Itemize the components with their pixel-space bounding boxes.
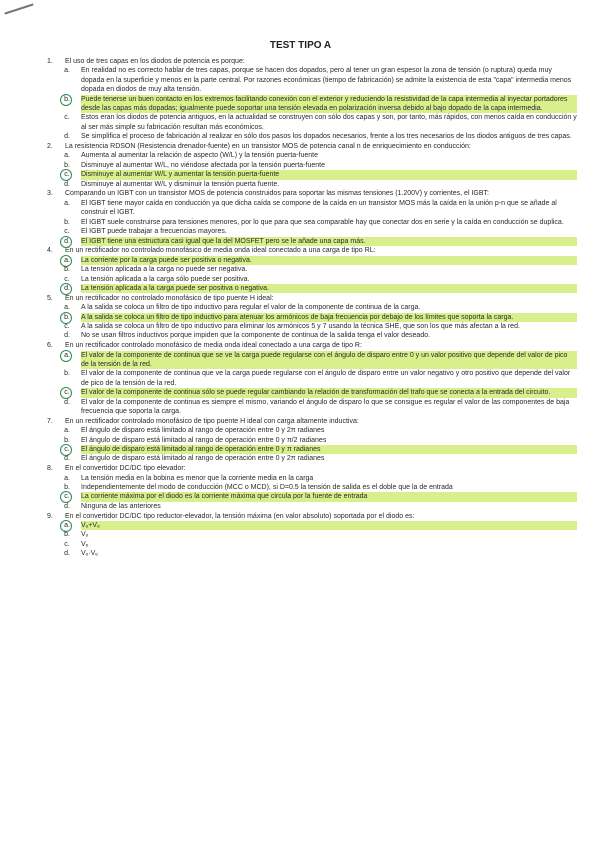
option-letter-cell xyxy=(47,474,81,483)
option-text: El ángulo de disparo está limitado al rango de operación entre 0 y 2π radianes xyxy=(81,427,325,435)
question-stem xyxy=(47,294,577,303)
option-text: El valor de la componente de continua que ve la carga puede regularse con el ángulo de disparo entre un valor negativo y otro positivo que depende del valor de pico de la tensión de la red. xyxy=(81,370,571,387)
option-letter-text: c. xyxy=(64,389,70,397)
question-number: 3. xyxy=(47,190,53,198)
answer-option xyxy=(47,284,577,293)
option-text: A la salida se coloca un filtro de tipo inductivo para eliminar los armónicos 5 y 7 usando la técnica SHE, que son los que más afectan a la red. xyxy=(81,322,520,330)
option-letter xyxy=(63,265,71,274)
option-text: El valor de la componente de continua que se ve la carga puede regularse con el ángulo de disparo entre 0 y un valor positivo que depende del valor de pico de la tensión de la red. xyxy=(81,351,577,370)
option-text: A la salida se coloca un filtro de tipo inductivo para regular el valor de la componente de continua de la carga. xyxy=(81,304,421,312)
answer-option xyxy=(47,492,577,501)
question-number: 6. xyxy=(47,342,53,350)
option-text: La tensión aplicada a la carga sólo puede ser positiva. xyxy=(81,275,250,283)
option-letter-text: b. xyxy=(64,95,70,103)
option-letter-text: a. xyxy=(64,304,70,312)
answer-option xyxy=(47,483,577,492)
question-5 xyxy=(47,294,577,341)
option-letter-text: d. xyxy=(64,332,70,340)
option-letter-cell xyxy=(47,113,81,132)
option-text: Vₒ+Vₑ xyxy=(81,521,577,530)
question-stem xyxy=(47,417,577,426)
option-letter-cell xyxy=(47,256,81,265)
option-letter xyxy=(63,284,71,293)
answer-option xyxy=(47,388,577,397)
option-letter-text: a. xyxy=(64,256,70,264)
option-list xyxy=(47,256,577,294)
question-3 xyxy=(47,189,577,245)
option-letter-cell xyxy=(47,388,81,397)
option-text: La tensión aplicada a la carga no puede ser negativa. xyxy=(81,266,248,274)
option-text: En realidad no es correcto hablar de tres capas, porque se hacen dos dopados, pero al tener un gran espesor la zona de tensión (o ruptura) queda muy dopada en la superficie y menos en la parte central. Por razones económicas (tiempo de fabricación) se admite la existencia de esta "capa" intermedia menos dopada en diodos de muy alta tensión. xyxy=(81,67,572,94)
option-letter-text: a. xyxy=(64,351,70,359)
option-letter-cell xyxy=(47,369,81,388)
answer-option xyxy=(47,218,577,227)
option-text: El ángulo de disparo está limitado al rango de operación entre 0 y 2π radianes xyxy=(81,455,325,463)
option-text: La corriente por la carga puede ser positiva o negativa. xyxy=(81,256,577,265)
option-letter xyxy=(63,521,71,530)
question-stem xyxy=(47,57,577,66)
option-letter-cell xyxy=(47,132,81,141)
option-letter xyxy=(63,95,71,104)
option-letter-cell xyxy=(47,180,81,189)
option-letter xyxy=(63,398,71,407)
option-letter-cell xyxy=(47,227,81,236)
option-letter-text: d. xyxy=(64,133,70,141)
option-letter-text: b. xyxy=(64,266,70,274)
option-letter-text: c. xyxy=(64,493,70,501)
option-letter-cell xyxy=(47,502,81,511)
answer-option xyxy=(47,521,577,530)
question-text: La resistencia RDSON (Resistencia drenador-fuente) en un transistor MOS de potencia canal n de enriquecimiento en conducción: xyxy=(65,143,471,151)
question-number: 4. xyxy=(47,247,53,255)
option-letter xyxy=(63,492,71,501)
answer-option xyxy=(47,474,577,483)
option-letter xyxy=(63,151,71,160)
question-stem xyxy=(47,512,577,521)
option-letter-cell xyxy=(47,521,81,530)
question-1 xyxy=(47,57,577,142)
option-letter xyxy=(63,502,71,511)
question-text: En un rectificador controlado monofásico de media onda ideal conectado a una carga de tipo R: xyxy=(65,342,362,350)
answer-mark-circle-icon xyxy=(60,236,72,248)
option-letter-cell xyxy=(47,331,81,340)
option-letter xyxy=(63,180,71,189)
answer-mark-circle-icon xyxy=(60,350,72,362)
option-list xyxy=(47,151,577,189)
answer-option xyxy=(47,445,577,454)
option-letter-cell xyxy=(47,237,81,246)
option-letter xyxy=(63,132,71,141)
option-list xyxy=(47,66,577,141)
option-letter xyxy=(63,199,71,208)
option-text: Vₑ xyxy=(81,540,89,548)
answer-option xyxy=(47,313,577,322)
option-letter xyxy=(63,313,71,322)
question-2 xyxy=(47,142,577,189)
answer-option xyxy=(47,436,577,445)
option-letter-text: d. xyxy=(64,550,70,558)
answer-option xyxy=(47,237,577,246)
option-letter-cell xyxy=(47,454,81,463)
answer-option xyxy=(47,132,577,141)
page-title: TEST TIPO A xyxy=(269,40,332,51)
option-letter-text: b. xyxy=(64,436,70,444)
option-letter-text: c. xyxy=(64,114,70,122)
option-letter xyxy=(63,369,71,378)
option-text: El valor de la componente de continua es siempre el mismo, variando el ángulo de disparo lo que se consigue es regular el valor de las componentes de baja frecuencia que soporta la carga. xyxy=(81,398,570,415)
answer-option xyxy=(47,549,577,558)
option-letter-text: b. xyxy=(64,484,70,492)
option-letter-cell xyxy=(47,351,81,370)
option-letter-text: b. xyxy=(64,531,70,539)
option-letter xyxy=(63,66,71,75)
option-text: Disminuye al aumentar W/L y aumentar la tensión puerta-fuente xyxy=(81,170,577,179)
option-letter-text: d. xyxy=(64,398,70,406)
question-text: El uso de tres capas en los diodos de potencia es porque: xyxy=(65,58,245,65)
option-list xyxy=(47,474,577,512)
option-letter-cell xyxy=(47,445,81,454)
option-letter xyxy=(63,170,71,179)
option-letter xyxy=(63,237,71,246)
option-text: Independientemente del modo de conducción (MCC o MCD), si D=0.5 la tensión de salida es el doble que la de entrada xyxy=(81,484,453,492)
answer-option xyxy=(47,227,577,236)
option-text: El ángulo de disparo está limitado al rango de operación entre 0 y π radianes xyxy=(81,445,577,454)
option-letter xyxy=(63,530,71,539)
option-letter xyxy=(63,218,71,227)
option-list xyxy=(47,351,577,417)
option-letter-text: a. xyxy=(64,427,70,435)
option-text: El ángulo de disparo está limitado al rango de operación entre 0 y π/2 radianes xyxy=(81,436,327,444)
answer-option xyxy=(47,256,577,265)
option-text: Ninguna de las anteriores xyxy=(81,502,161,510)
option-letter-cell xyxy=(47,530,81,539)
option-text: Se simplifica el proceso de fabricación al realizar en sólo dos pasos los dopados necesarios, frente a los tres necesarios de los diodos antiguos de tres capas. xyxy=(81,133,572,141)
option-letter-cell xyxy=(47,151,81,160)
answer-option xyxy=(47,95,577,114)
answer-option xyxy=(47,351,577,370)
answer-option xyxy=(47,322,577,331)
answer-option xyxy=(47,170,577,179)
question-6 xyxy=(47,341,577,416)
option-letter-text: c. xyxy=(64,540,70,548)
option-letter xyxy=(63,331,71,340)
option-letter-cell xyxy=(47,398,81,417)
option-text: El IGBT puede trabajar a frecuencias mayores. xyxy=(81,228,227,236)
option-letter-text: c. xyxy=(64,275,70,283)
option-text: Estos eran los diodos de potencia antiguos, en la actualidad se construyen con sólo dos capas y son, por tanto, más rápidos, con menos caída en conducción y al ser más simple su fabricación resultan más económicos. xyxy=(81,114,577,131)
option-letter-text: c. xyxy=(64,228,70,236)
option-letter-text: c. xyxy=(64,171,70,179)
option-text: El IGBT tiene mayor caída en conducción ya que dicha caída se compone de la caída en un transistor MOS más la caída en la unión p-n que se añade al construir el IGBT. xyxy=(81,199,557,217)
option-letter-text: d. xyxy=(64,284,70,292)
answer-mark-circle-icon xyxy=(60,283,72,295)
option-text: El IGBT suele construirse para tensiones menores, por lo que para que sea comparable hay que conectar dos en serie y la caída en conducción se duplica. xyxy=(81,218,564,226)
option-letter-cell xyxy=(47,199,81,218)
question-8 xyxy=(47,464,577,511)
option-letter-cell xyxy=(47,549,81,558)
option-letter-cell xyxy=(47,265,81,274)
answer-option xyxy=(47,426,577,435)
option-letter-cell xyxy=(47,322,81,331)
option-text: A la salida se coloca un filtro de tipo inductivo para atenuar los armónicos de baja frecuencia por debajo de los límites que soporta la carga. xyxy=(81,313,577,322)
option-letter-text: b. xyxy=(64,370,70,378)
option-list xyxy=(47,426,577,464)
option-letter-cell xyxy=(47,218,81,227)
option-list xyxy=(47,303,577,341)
question-stem xyxy=(47,464,577,473)
answer-option xyxy=(47,454,577,463)
answer-option xyxy=(47,180,577,189)
option-letter-text: d. xyxy=(64,455,70,463)
option-letter-cell xyxy=(47,95,81,114)
question-stem xyxy=(47,142,577,151)
question-text: En el convertidor DC/DC tipo reductor-elevador, la tensión máxima (en valor absoluto) soportada por el diodo es: xyxy=(65,512,415,520)
option-text: La corriente máxima por el diodo es la corriente máxima que circula por la fuente de entrada xyxy=(81,492,577,501)
question-stem xyxy=(47,189,577,198)
option-letter xyxy=(63,113,71,122)
option-letter xyxy=(63,388,71,397)
option-letter-text: a. xyxy=(64,67,70,75)
question-text: En un rectificador no controlado monofásico de tipo puente H ideal: xyxy=(65,294,274,302)
option-letter-cell xyxy=(47,313,81,322)
answer-option xyxy=(47,502,577,511)
question-stem xyxy=(47,341,577,350)
option-letter xyxy=(63,351,71,360)
option-letter-cell xyxy=(47,540,81,549)
option-letter xyxy=(63,454,71,463)
question-text: En el convertidor DC/DC tipo elevador: xyxy=(65,465,186,473)
question-list xyxy=(47,57,577,559)
option-text: Aumenta al aumentar la relación de aspecto (W/L) y la tensión puerta-fuente xyxy=(81,152,318,160)
answer-option xyxy=(47,398,577,417)
option-letter-cell xyxy=(47,284,81,293)
question-text: En un rectificador no controlado monofásico de media onda ideal conectado a una carga de tipo RL: xyxy=(65,247,376,255)
question-number: 1. xyxy=(47,58,53,65)
question-number: 8. xyxy=(47,465,53,473)
option-letter xyxy=(63,445,71,454)
answer-option xyxy=(47,369,577,388)
option-text: El valor de la componente de continua sólo se puede regular cambiando la relación de transformación del trafo que se conecta a la entrada del circuito. xyxy=(81,388,577,397)
option-letter-text: a. xyxy=(64,199,70,207)
question-number: 2. xyxy=(47,143,53,151)
option-text: No se usan filtros inductivos porque impiden que la componente de continua de la salida tenga el valor deseado. xyxy=(81,332,431,340)
option-letter-text: d. xyxy=(64,180,70,188)
question-9 xyxy=(47,512,577,559)
answer-option xyxy=(47,303,577,312)
answer-option xyxy=(47,540,577,549)
question-stem xyxy=(47,246,577,255)
option-text: Vₒ·Vₑ xyxy=(81,550,98,558)
question-text: Comparando un IGBT con un transistor MOS de potencia construidos para soportar las mismas tensiones (1.200V) y corrientes, el IGBT: xyxy=(65,190,489,198)
option-letter-cell xyxy=(47,426,81,435)
option-text: El IGBT tiene una estructura casi igual que la del MOSFET pero se le añade una capa más. xyxy=(81,237,577,246)
scan-mark xyxy=(4,3,33,14)
answer-option xyxy=(47,151,577,160)
option-letter-text: a. xyxy=(64,522,70,530)
option-letter-text: c. xyxy=(64,446,70,453)
question-number: 7. xyxy=(47,417,53,425)
question-number: 9. xyxy=(47,512,53,520)
option-letter xyxy=(63,256,71,265)
option-letter xyxy=(63,322,71,331)
option-letter-text: b. xyxy=(64,218,70,226)
option-letter-cell xyxy=(47,170,81,179)
option-letter-text: b. xyxy=(64,161,70,169)
answer-option xyxy=(47,113,577,132)
option-letter xyxy=(63,474,71,483)
answer-option xyxy=(47,530,577,539)
option-list xyxy=(47,521,577,559)
option-letter xyxy=(63,426,71,435)
option-letter-text: a. xyxy=(64,152,70,160)
option-text: Disminuye al aumentar W/L y disminuir la tensión puerta fuente. xyxy=(81,180,280,188)
option-letter-text: b. xyxy=(64,313,70,321)
option-letter-cell xyxy=(47,492,81,501)
answer-option xyxy=(47,161,577,170)
option-letter-text: d. xyxy=(64,237,70,245)
question-7 xyxy=(47,417,577,464)
question-number: 5. xyxy=(47,294,53,302)
answer-mark-circle-icon xyxy=(60,94,72,106)
option-text: La tensión aplicada a la carga puede ser positiva o negativa. xyxy=(81,284,577,293)
option-letter-text: a. xyxy=(64,474,70,482)
option-list xyxy=(47,199,577,246)
answer-option xyxy=(47,275,577,284)
answer-option xyxy=(47,265,577,274)
answer-option xyxy=(47,331,577,340)
option-letter-text: d. xyxy=(64,502,70,510)
option-letter xyxy=(63,540,71,549)
option-text: Puede tenerse un buen contacto en los extremos facilitando conexión con el exterior y reduciendo la resistividad de la capa intermedia al inyectar portadores desde las capas más dopadas; igualmente puede soportar una tensión elevada en polarización inversa debido al bajo dopado de la capa intermedia. xyxy=(81,95,577,114)
answer-option xyxy=(47,199,577,218)
option-text: Vₒ xyxy=(81,531,89,539)
option-letter xyxy=(63,549,71,558)
option-letter-text: c. xyxy=(64,322,70,330)
option-letter-cell xyxy=(47,66,81,94)
question-4 xyxy=(47,246,577,293)
option-text: Disminuye al aumentar W/L, no viéndose afectada por la tensión puerta-fuente xyxy=(81,161,325,169)
question-text: En un rectificador controlado monofásico de tipo puente H ideal con carga altamente inductiva: xyxy=(65,417,359,425)
option-text: La tensión media en la bobina es menor que la corriente media en la carga xyxy=(81,474,314,482)
answer-option xyxy=(47,66,577,94)
